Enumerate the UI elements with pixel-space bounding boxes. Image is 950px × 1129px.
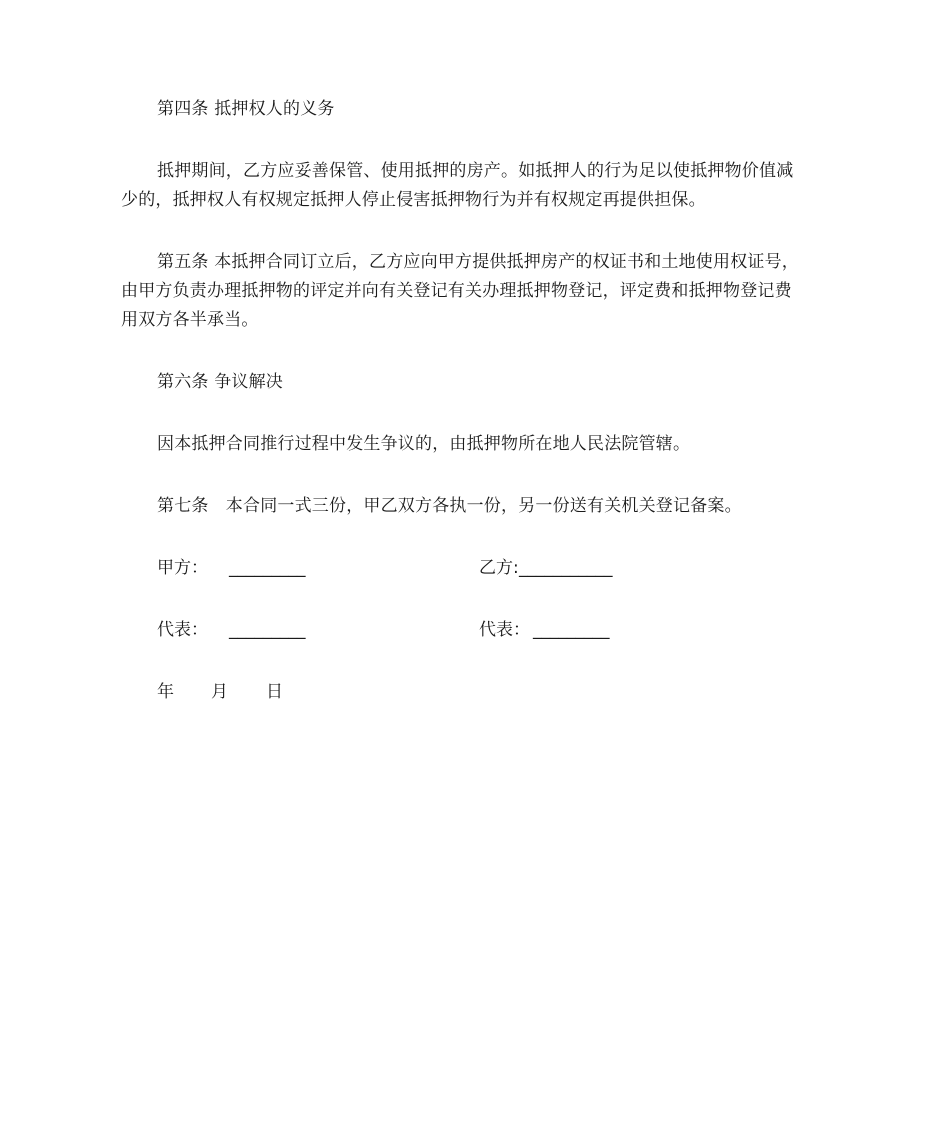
article4-heading: 第四条 抵押权人的义务 [157, 99, 335, 119]
representative-a-label: 代表： [157, 620, 208, 640]
article4-paragraph-line1: 抵押期间，乙方应妥善保管、使用抵押的房产。如抵押人的行为足以使抵押物价值减 [157, 161, 794, 181]
article6-heading: 第六条 争议解决 [157, 372, 284, 392]
representative-b-label: 代表： [479, 620, 530, 640]
party-a-signature-blank: _________ [229, 558, 306, 578]
representative-b-signature-blank: _________ [533, 620, 610, 640]
article6-paragraph: 因本抵押合同推行过程中发生争议的，由抵押物所在地人民法院管辖。 [157, 434, 691, 454]
article4-paragraph-line2: 少的，抵押权人有权规定抵押人停止侵害抵押物行为并有权规定再提供担保。 [121, 190, 706, 210]
article7-text: 第七条 本合同一式三份，甲乙双方各执一份，另一份送有关机关登记备案。 [157, 496, 742, 516]
article5-line3: 用双方各半承当。 [121, 310, 259, 330]
date-row [0, 682, 950, 704]
party-b-label: 乙方: [479, 558, 519, 578]
party-b-signature-blank: ___________ [519, 558, 613, 578]
representative-a-signature-blank: _________ [229, 620, 306, 640]
date-month: 月 [211, 682, 228, 702]
date-year: 年 [157, 682, 174, 702]
signature-row-representatives [0, 620, 950, 642]
article5-line1: 第五条 本抵押合同订立后，乙方应向甲方提供抵押房产的权证书和土地使用权证号， [157, 252, 800, 272]
signature-row-parties [0, 558, 950, 580]
party-a-label: 甲方： [157, 558, 208, 578]
date-day: 日 [266, 682, 283, 702]
article5-line2: 由甲方负责办理抵押物的评定并向有关登记有关办理抵押物登记，评定费和抵押物登记费 [121, 281, 792, 301]
